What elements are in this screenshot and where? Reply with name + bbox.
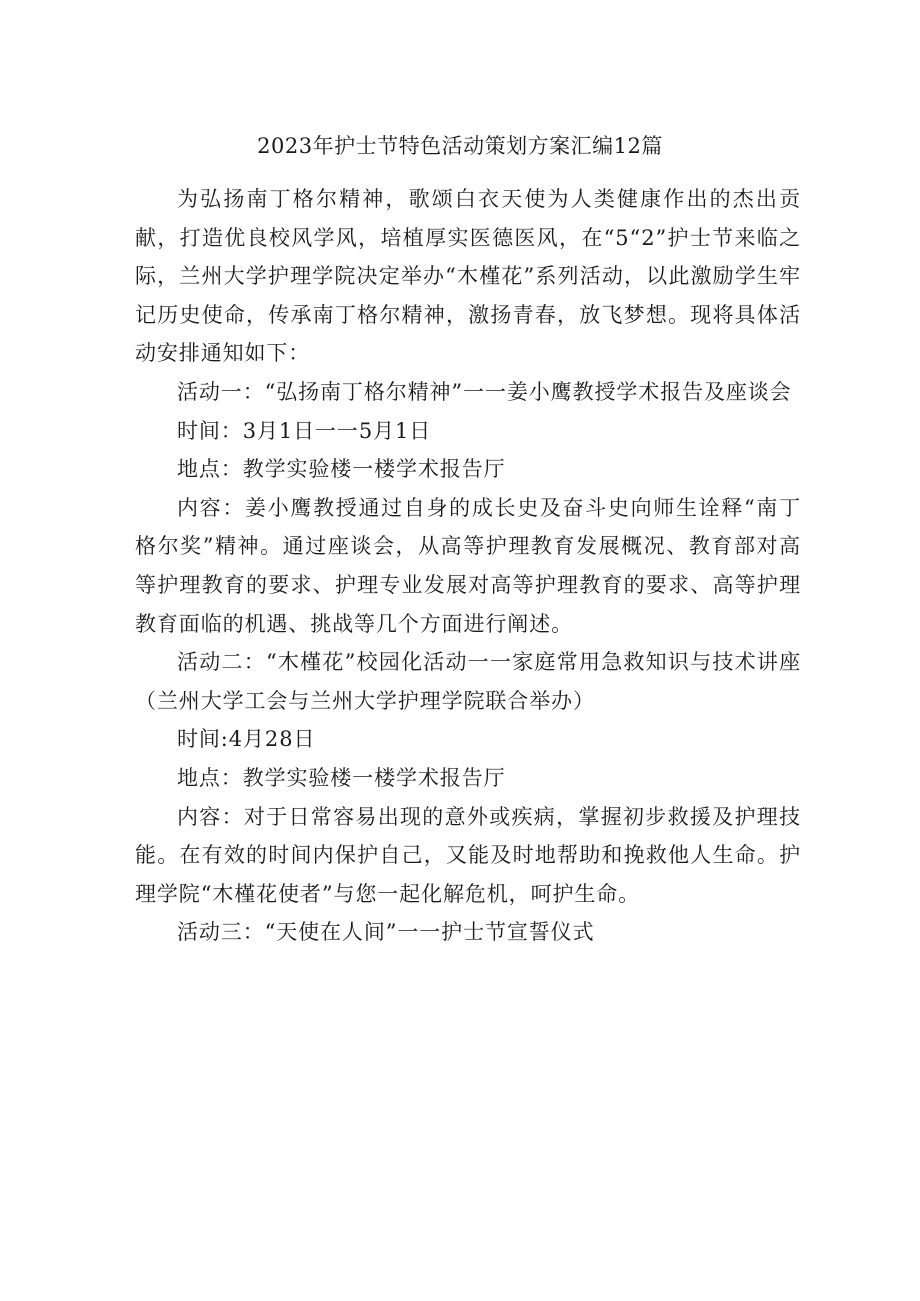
activity-one-location: 地点：教学实验楼一楼学术报告厅 <box>177 457 506 482</box>
activity-two-heading: 活动二：“木槿花”校园化活动一一家庭常用急救知识与技术讲座（兰州大学工会与兰州大学护理学院联合举办） <box>135 650 801 713</box>
activity-one-time: 时间：3月1日一一5月1日 <box>177 418 432 443</box>
activity-three-heading: 活动三：“天使在人间”一一护士节宣誓仪式 <box>177 920 595 945</box>
intro-paragraph: 为弘扬南丁格尔精神，歌颂白衣天使为人类健康作出的杰出贡献，打造优良校风学风，培植厚实医德医风，在“5“2”护士节来临之际，兰州大学护理学院决定举办“木槿花”系列活动，以此激励学生牢记历史使命，传承南丁格尔精神，激扬青春，放飞梦想。现将具体活动安排通知如下： <box>135 187 801 366</box>
activity-two-content: 内容：对于日常容易出现的意外或疾病，掌握初步救援及护理技能。在有效的时间内保护自己，又能及时地帮助和挽救他人生命。护理学院“木槿花使者”与您一起化解危机，呵护生命。 <box>135 804 801 906</box>
document-body <box>135 180 801 952</box>
activity-one-heading: 活动一：“弘扬南丁格尔精神”一一姜小鹰教授学术报告及座谈会 <box>177 379 792 404</box>
activity-two-location: 地点：教学实验楼一楼学术报告厅 <box>177 765 506 790</box>
activity-one-content: 内容：姜小鹰教授通过自身的成长史及奋斗史向师生诠释“南丁格尔奖”精神。通过座谈会，从高等护理教育发展概况、教育部对高等护理教育的要求、护理专业发展对高等护理教育的要求、高等护理教育面临的机遇、挑战等几个方面进行阐述。 <box>135 495 801 636</box>
document-title: 2023年护士节特色活动策划方案汇编12篇 <box>257 134 663 158</box>
activity-two-time: 时间:4月28日 <box>177 727 316 752</box>
